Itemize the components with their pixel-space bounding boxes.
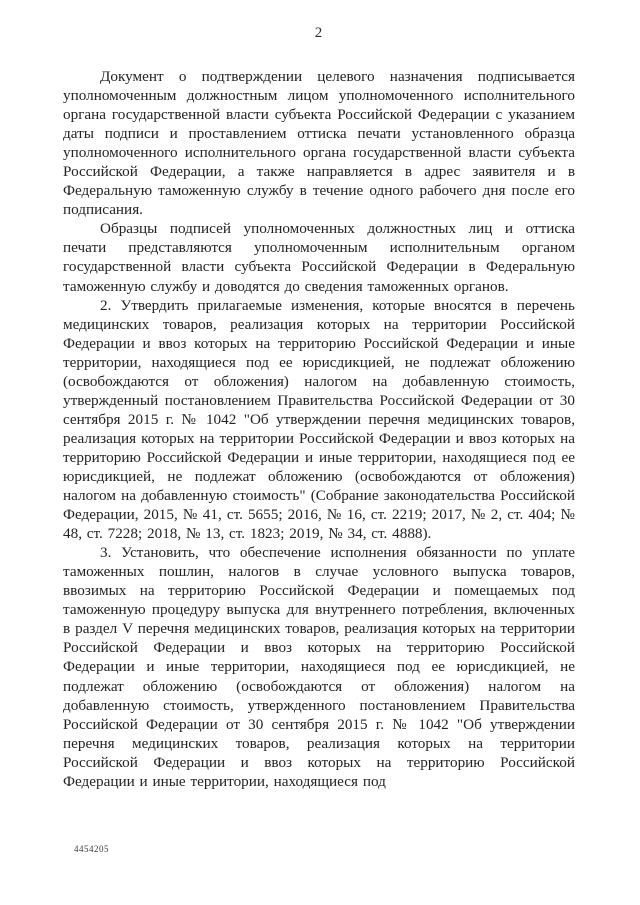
document-body	[63, 67, 575, 791]
page-number: 2	[314, 25, 324, 41]
paragraph-item-3: 3. Установить, что обеспечение исполнения обязанности по уплате таможенных пошлин, налогов в случае условного выпуска товаров, ввозимых на территорию Российской Федерации и помещаемых под таможенную процедуру выпуска для внутреннего потребления, включенных в раздел V перечня медицинских товаров, реализация которых на территории Российской Федерации и ввоз которых на территорию Российской Федерации и иные территории, находящиеся под ее юрисдикцией, не подлежат обложению (освобождаются от обложения) налогом на добавленную стоимость, утвержденного постановлением Правительства Российской Федерации от 30 сентября 2015 г. № 1042 "Об утверждении перечня медицинских товаров, реализация которых на территории Российской Федерации и ввоз которых на территорию Российской Федерации и иные территории, находящиеся под	[63, 544, 575, 790]
document-code: 4454205	[74, 844, 109, 854]
paragraph-signature-samples: Образцы подписей уполномоченных должностных лиц и оттиска печати представляются уполномоченным исполнительным органом государственной власти субъекта Российской Федерации в Федеральную таможенную службу и доводятся до сведения таможенных органов.	[63, 220, 575, 295]
paragraph-signing-procedure: Документ о подтверждении целевого назначения подписывается уполномоченным должностным лицом уполномоченного исполнительного органа государственной власти субъекта Российской Федерации с указанием даты подписи и проставлением оттиска печати установленного образца уполномоченного исполнительного органа государственной власти субъекта Российской Федерации, а также направляется в адрес заявителя и в Федеральную таможенную службу в течение одного рабочего дня после его подписания.	[63, 68, 575, 219]
paragraph-item-2: 2. Утвердить прилагаемые изменения, которые вносятся в перечень медицинских товаров, реализация которых на территории Российской Федерации и ввоз которых на территорию Российской Федерации и иные территории, находящиеся под ее юрисдикцией, не подлежат обложению (освобождаются от обложения) налогом на добавленную стоимость, утвержденный постановлением Правительства Российской Федерации от 30 сентября 2015 г. № 1042 "Об утверждении перечня медицинских товаров, реализация которых на территории Российской Федерации и ввоз которых на территорию Российской Федерации и иные территории, находящиеся под ее юрисдикцией, не подлежат обложению (освобождаются от обложения) налогом на добавленную стоимость" (Собрание законодательства Российской Федерации, 2015, № 41, ст. 5655; 2016, № 16, ст. 2219; 2017, № 2, ст. 404; № 48, ст. 7228; 2018, № 13, ст. 1823; 2019, № 34, ст. 4888).	[63, 296, 575, 543]
